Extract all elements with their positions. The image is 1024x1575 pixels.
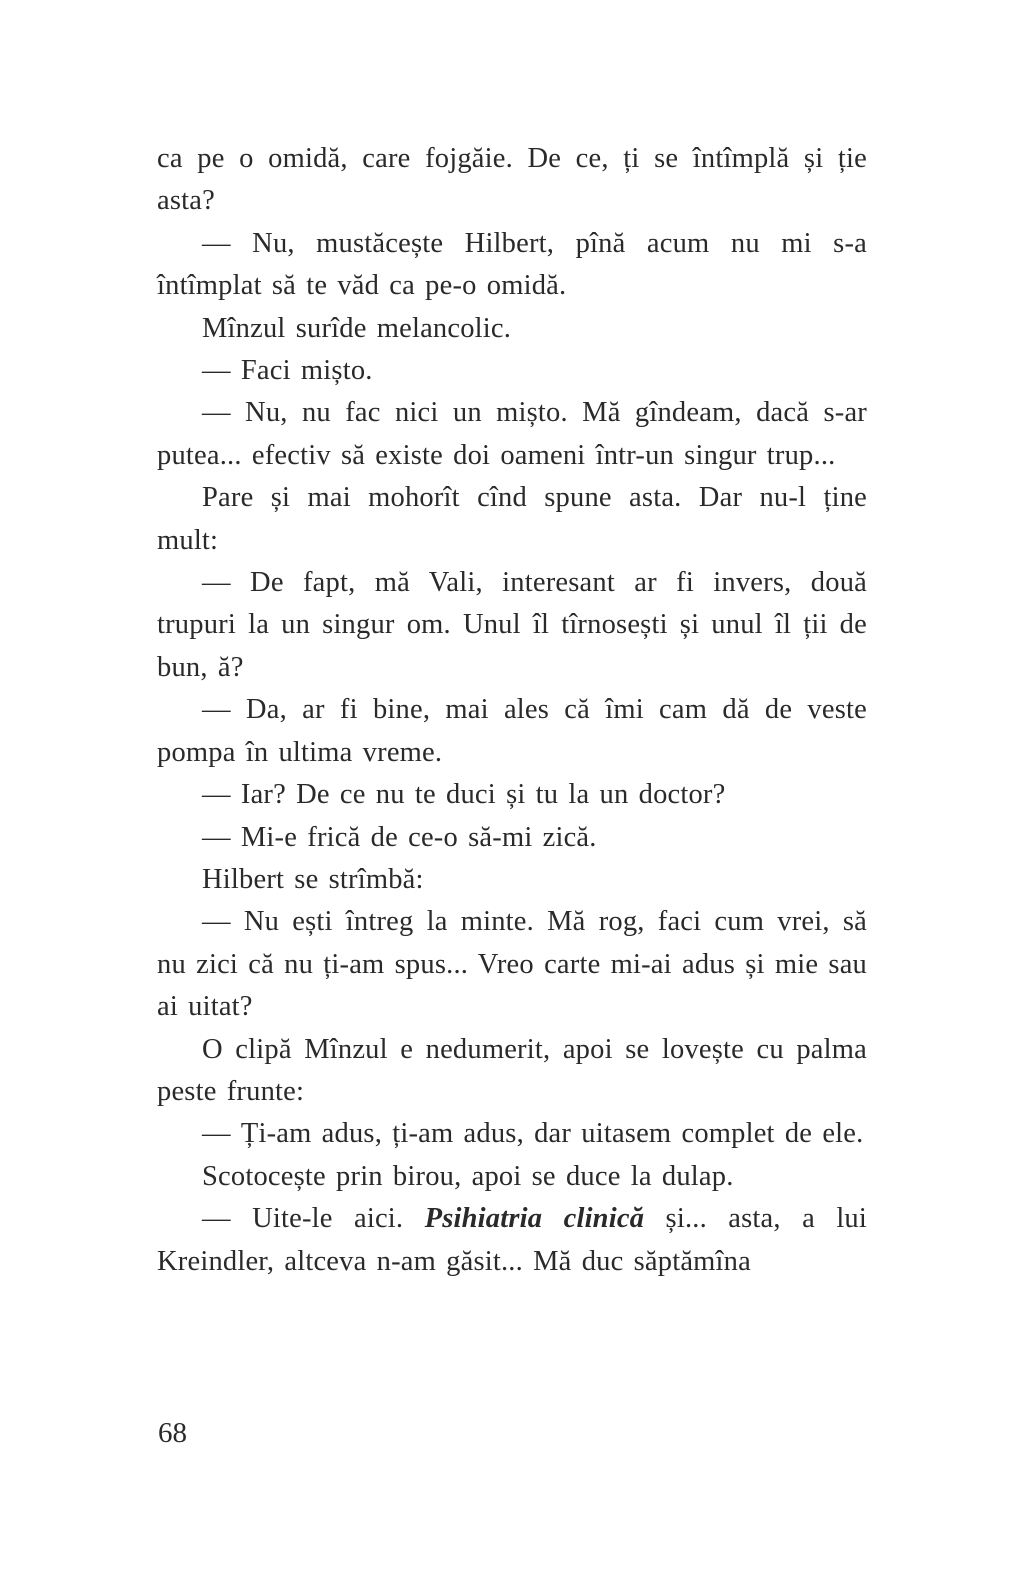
text-segment: O clipă Mînzul e nedumerit, apoi se lovește cu palma peste frunte: <box>157 1033 867 1107</box>
paragraph <box>157 562 867 689</box>
paragraph <box>157 1029 867 1114</box>
text-segment: — De fapt, mă Vali, interesant ar fi invers, două trupuri la un singur om. Unul îl tîrnosești și unul îl ții de bun, ă? <box>157 567 867 683</box>
text-segment: — Nu, mustăcește Hilbert, pînă acum nu mi s-a întîmplat să te văd ca pe-o omidă. <box>157 227 867 302</box>
text-segment: Hilbert se strîmbă: <box>202 863 424 895</box>
text-segment: — Mi-e frică de ce-o să-mi zică. <box>202 821 597 853</box>
paragraph <box>157 308 867 350</box>
paragraph <box>157 689 867 774</box>
text-segment: — Uite-le aici. <box>202 1203 425 1235</box>
paragraph <box>157 392 867 477</box>
paragraph <box>157 223 867 308</box>
text-block <box>157 138 867 1283</box>
text-segment: Pare și mai mohorît cînd spune asta. Dar nu-l ține mult: <box>157 482 867 556</box>
paragraph <box>157 817 867 859</box>
text-segment: ca pe o omidă, care fojgăie. De ce, ți se întîmplă și ție asta? <box>157 143 867 217</box>
paragraph <box>157 1113 867 1155</box>
paragraph <box>157 138 867 223</box>
page-number: 68 <box>158 1417 187 1449</box>
text-segment: — Nu, nu fac nici un mișto. Mă gîndeam, dacă s-ar putea... efectiv să existe doi oameni într-un singur trup... <box>157 397 867 471</box>
paragraph <box>157 350 867 392</box>
text-segment: — Ți-am adus, ți-am adus, dar uitasem complet de ele. <box>202 1118 864 1150</box>
text-segment: și... asta, a lui Kreindler, altceva n-am găsit... Mă duc săptămîna <box>157 1203 867 1277</box>
text-segment: — Faci mișto. <box>202 355 373 387</box>
text-segment: Scotocește prin birou, apoi se duce la dulap. <box>202 1160 734 1192</box>
text-segment: — Nu ești întreg la minte. Mă rog, faci cum vrei, să nu zici că nu ți-am spus... Vreo carte mi-ai adus și mie sau ai uitat? <box>157 906 867 1023</box>
text-segment: Mînzul surîde melancolic. <box>202 312 512 344</box>
text-segment: — Da, ar fi bine, mai ales că îmi cam dă de veste pompa în ultima vreme. <box>157 694 867 768</box>
book-title-italic: Psihiatria clinică <box>424 1203 645 1235</box>
paragraph <box>157 859 867 901</box>
paragraph <box>157 1198 867 1283</box>
paragraph <box>157 901 867 1028</box>
paragraph <box>157 1156 867 1198</box>
paragraph <box>157 477 867 562</box>
text-segment: — Iar? De ce nu te duci și tu la un doctor? <box>202 779 726 811</box>
paragraph <box>157 774 867 816</box>
